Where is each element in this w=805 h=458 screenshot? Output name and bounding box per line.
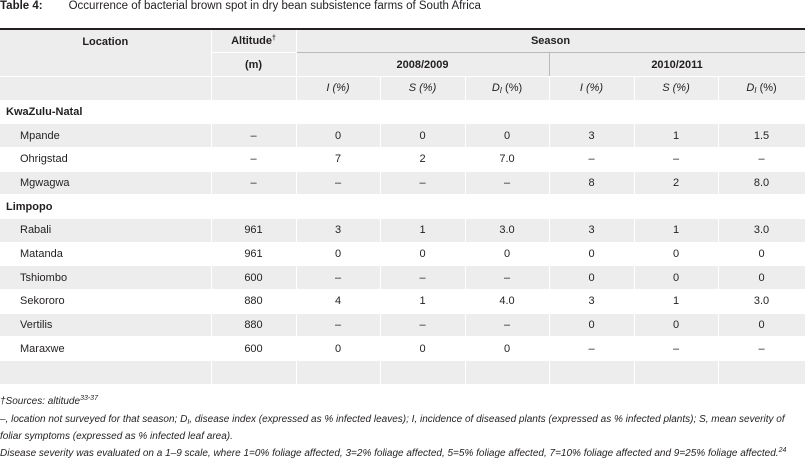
severity-2010-cell: 2: [634, 171, 718, 195]
disease-index-2008-cell: –: [465, 266, 549, 290]
incidence-2008-cell: 0: [296, 337, 380, 361]
footnote-sources: †Sources: altitude$^{33-37}$: [0, 395, 98, 407]
disease-index-header-2010: $D_I$ (%): [718, 76, 805, 100]
incidence-2008-cell: 4: [296, 290, 380, 314]
incidence-2008-cell: 0: [296, 124, 380, 148]
table-footnotes: [0, 392, 805, 458]
severity-2008-cell: 0: [380, 242, 465, 266]
location-cell: [0, 361, 211, 385]
disease-index-2008-cell: 3.0: [465, 219, 549, 243]
footnote-severity-scale: Disease severity was evaluated on a 1–9 scale, where 1=0% foliage affected, 3=2% foliage affected, 5=5% foliage affected, 7=10% foliage affected and 9=25% foliage affected.$^{24}$: [0, 447, 787, 458]
location-cell: Mpande: [0, 124, 211, 148]
severity-2010-cell: 0: [634, 242, 718, 266]
severity-header-2010: S (%): [634, 76, 718, 100]
location-cell: Rabali: [0, 219, 211, 243]
altitude-cell: 880: [211, 313, 296, 337]
incidence-2010-cell: [549, 361, 634, 385]
data-table: [0, 28, 805, 385]
disease-index-2010-cell: [718, 361, 805, 385]
severity-2008-cell: 0: [380, 337, 465, 361]
region-name: KwaZulu-Natal: [0, 100, 211, 124]
incidence-2010-cell: 0: [549, 313, 634, 337]
altitude-header: Altitude†: [211, 29, 296, 53]
severity-2010-cell: 0: [634, 266, 718, 290]
disease-index-2010-cell: 0: [718, 242, 805, 266]
location-cell: Mgwagwa: [0, 171, 211, 195]
season-header: Season: [296, 29, 805, 53]
table-row: [0, 337, 805, 361]
table-row: [0, 242, 805, 266]
table-row: [0, 361, 805, 385]
location-cell: Matanda: [0, 242, 211, 266]
incidence-2010-cell: 0: [549, 266, 634, 290]
severity-2010-cell: 1: [634, 124, 718, 148]
disease-index-2010-cell: –: [718, 337, 805, 361]
region-row-kwazulu-natal: [0, 100, 805, 124]
incidence-2008-cell: –: [296, 266, 380, 290]
region-name: Limpopo: [0, 195, 211, 219]
disease-index-header-2008: $D_I$ (%): [465, 76, 549, 100]
location-cell: Maraxwe: [0, 337, 211, 361]
year-2008-header: 2008/2009: [296, 53, 549, 77]
year-2010-header: 2010/2011: [549, 53, 805, 77]
severity-2008-cell: –: [380, 171, 465, 195]
incidence-2008-cell: –: [296, 171, 380, 195]
disease-index-2008-cell: –: [465, 171, 549, 195]
disease-index-2008-cell: 0: [465, 124, 549, 148]
disease-index-2010-cell: 3.0: [718, 219, 805, 243]
severity-header-2008: S (%): [380, 76, 465, 100]
location-cell: Ohrigstad: [0, 147, 211, 171]
incidence-2010-cell: 8: [549, 171, 634, 195]
altitude-cell: –: [211, 124, 296, 148]
incidence-2010-cell: 0: [549, 242, 634, 266]
severity-2008-cell: [380, 361, 465, 385]
incidence-2008-cell: [296, 361, 380, 385]
disease-index-2008-cell: 0: [465, 242, 549, 266]
severity-2008-cell: 0: [380, 124, 465, 148]
severity-2008-cell: –: [380, 266, 465, 290]
incidence-header-2010: I (%): [549, 76, 634, 100]
table-row: [0, 147, 805, 171]
table-row: [0, 313, 805, 337]
severity-2010-cell: 0: [634, 313, 718, 337]
incidence-2008-cell: 3: [296, 219, 380, 243]
incidence-2010-cell: –: [549, 147, 634, 171]
location-header: Location: [0, 29, 211, 76]
incidence-header-2008: I (%): [296, 76, 380, 100]
incidence-2008-cell: 7: [296, 147, 380, 171]
table-row: [0, 290, 805, 314]
incidence-2010-cell: 3: [549, 219, 634, 243]
altitude-cell: 600: [211, 337, 296, 361]
table-row: [0, 124, 805, 148]
location-cell: Tshiombo: [0, 266, 211, 290]
location-cell: Vertilis: [0, 313, 211, 337]
altitude-cell: 961: [211, 242, 296, 266]
severity-2008-cell: –: [380, 313, 465, 337]
altitude-unit-header: (m): [211, 53, 296, 77]
disease-index-2008-cell: [465, 361, 549, 385]
altitude-cell: 880: [211, 290, 296, 314]
severity-2010-cell: 1: [634, 290, 718, 314]
disease-index-2010-cell: 1.5: [718, 124, 805, 148]
disease-index-2010-cell: –: [718, 147, 805, 171]
severity-2008-cell: 2: [380, 147, 465, 171]
disease-index-2010-cell: 3.0: [718, 290, 805, 314]
altitude-cell: –: [211, 147, 296, 171]
disease-index-2010-cell: 0: [718, 266, 805, 290]
incidence-2010-cell: 3: [549, 124, 634, 148]
incidence-2010-cell: –: [549, 337, 634, 361]
disease-index-2010-cell: 8.0: [718, 171, 805, 195]
table-title: Occurrence of bacterial brown spot in dry bean subsistence farms of South Africa: [68, 0, 481, 12]
disease-index-2008-cell: –: [465, 313, 549, 337]
table-row: [0, 266, 805, 290]
disease-index-2008-cell: 0: [465, 337, 549, 361]
blank-subheader: [211, 76, 296, 100]
severity-2010-cell: –: [634, 147, 718, 171]
severity-2010-cell: [634, 361, 718, 385]
region-row-limpopo: [0, 195, 805, 219]
location-cell: Sekororo: [0, 290, 211, 314]
severity-2008-cell: 1: [380, 290, 465, 314]
altitude-cell: 600: [211, 266, 296, 290]
table-row: [0, 219, 805, 243]
table-caption: [0, 0, 481, 14]
severity-2010-cell: –: [634, 337, 718, 361]
severity-2010-cell: 1: [634, 219, 718, 243]
incidence-2008-cell: –: [296, 313, 380, 337]
incidence-2010-cell: 3: [549, 290, 634, 314]
footnote-abbreviations: –, location not surveyed for that season; $D_I$, disease index (expressed as % infected leaves); I, incidence of diseased plants (expressed as % infected plants); S, mean severity of foliar symptoms (expressed as % infected leaf area).: [0, 414, 785, 442]
table-label: Table 4:: [0, 0, 43, 12]
disease-index-2008-cell: 4.0: [465, 290, 549, 314]
table-row: [0, 171, 805, 195]
disease-index-2010-cell: 0: [718, 313, 805, 337]
blank-subheader: [0, 76, 211, 100]
altitude-cell: 961: [211, 219, 296, 243]
altitude-cell: –: [211, 171, 296, 195]
disease-index-2008-cell: 7.0: [465, 147, 549, 171]
header-row-1: [0, 29, 805, 53]
header-row-3: [0, 76, 805, 100]
incidence-2008-cell: 0: [296, 242, 380, 266]
severity-2008-cell: 1: [380, 219, 465, 243]
altitude-cell: [211, 361, 296, 385]
